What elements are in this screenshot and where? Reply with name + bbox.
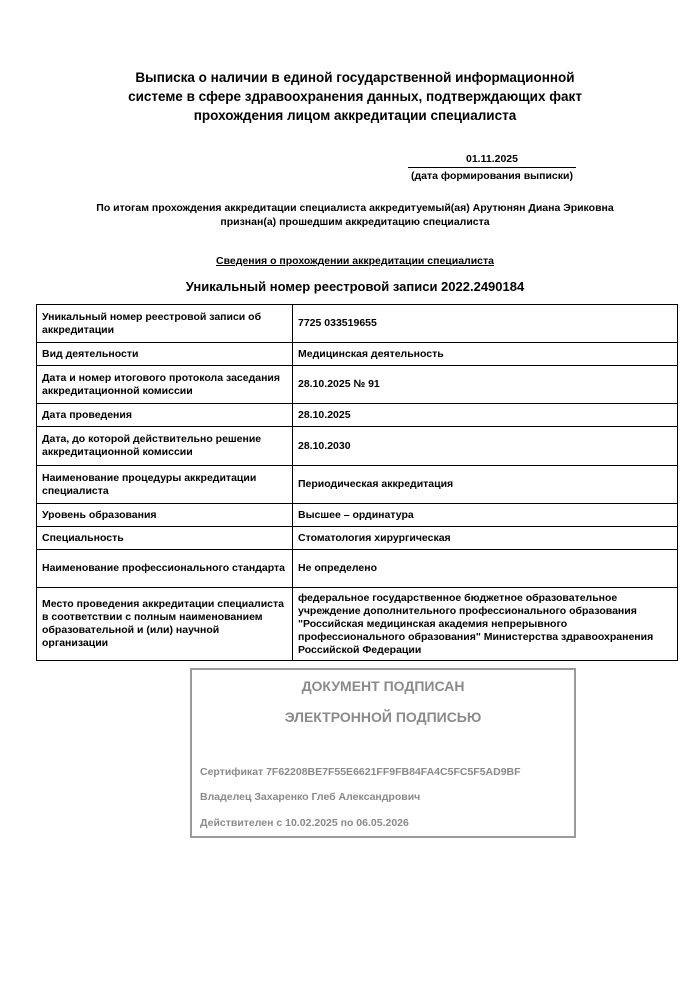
row-label: Дата, до которой действительно решение аккредитационной комиссии bbox=[37, 427, 293, 466]
title-line: системе в сфере здравоохранения данных, подтверждающих факт bbox=[128, 89, 582, 104]
row-value: 28.10.2030 bbox=[293, 427, 678, 466]
issue-date: 01.11.2025 bbox=[408, 153, 576, 168]
title-line: прохождения лицом аккредитации специалиста bbox=[193, 108, 517, 123]
table-row bbox=[37, 366, 678, 404]
row-value: 28.10.2025 № 91 bbox=[293, 366, 678, 404]
table-row bbox=[37, 404, 678, 427]
signature-heading: ЭЛЕКТРОННОЙ ПОДПИСЬЮ bbox=[284, 709, 482, 725]
row-label: Дата проведения bbox=[37, 404, 293, 427]
registry-number-heading: Уникальный номер реестровой записи 2022.2490184 bbox=[185, 279, 525, 294]
row-label: Наименование процедуры аккредитации специалиста bbox=[37, 466, 293, 504]
issue-date-caption: (дата формирования выписки) bbox=[411, 170, 573, 182]
row-value: Периодическая аккредитация bbox=[293, 466, 678, 504]
row-value: Стоматология хирургическая bbox=[293, 527, 678, 550]
table-row bbox=[37, 427, 678, 466]
row-label: Специальность bbox=[37, 527, 293, 550]
row-value: 7725 033519655 bbox=[293, 305, 678, 343]
row-value: Медицинская деятельность bbox=[293, 343, 678, 366]
signature-certificate: Сертификат 7F62208BE7F55E6621FF9FB84FA4C5FC5F5AD9BF bbox=[200, 766, 521, 778]
row-label: Наименование профессионального стандарта bbox=[37, 550, 293, 588]
accreditation-details-table bbox=[36, 304, 678, 661]
verdict-line: По итогам прохождения аккредитации специалиста аккредитуемый(ая) Арутюнян Диана Эриковна bbox=[96, 202, 614, 214]
table-row bbox=[37, 527, 678, 550]
signature-heading: ДОКУМЕНТ ПОДПИСАН bbox=[301, 678, 465, 694]
accreditation-verdict bbox=[20, 201, 690, 229]
row-label: Место проведения аккредитации специалиста в соответствии с полным наименованием образовательной и (или) научной организации bbox=[37, 588, 293, 661]
row-label: Уникальный номер реестровой записи об аккредитации bbox=[37, 305, 293, 343]
table-row bbox=[37, 588, 678, 661]
title-line: Выписка о наличии в единой государственной информационной bbox=[135, 70, 575, 85]
table-row bbox=[37, 305, 678, 343]
section-heading: Сведения о прохождении аккредитации специалиста bbox=[216, 255, 494, 267]
signature-validity: Действителен с 10.02.2025 по 06.05.2026 bbox=[200, 817, 409, 829]
verdict-line: признан(а) прошедшим аккредитацию специалиста bbox=[220, 216, 490, 228]
row-value: федеральное государственное бюджетное образовательное учреждение дополнительного профессионального образования "Российская медицинская академия непрерывного профессионального образования" Министерства здравоохранения Российской Федерации bbox=[293, 588, 678, 661]
issue-date-block bbox=[408, 153, 576, 183]
table-row bbox=[37, 550, 678, 588]
electronic-signature-stamp bbox=[190, 668, 576, 838]
row-value: Высшее – ординатура bbox=[293, 504, 678, 527]
row-label: Уровень образования bbox=[37, 504, 293, 527]
table-row bbox=[37, 343, 678, 366]
row-value: 28.10.2025 bbox=[293, 404, 678, 427]
row-label: Дата и номер итогового протокола заседания аккредитационной комиссии bbox=[37, 366, 293, 404]
table-row bbox=[37, 504, 678, 527]
signature-owner: Владелец Захаренко Глеб Александрович bbox=[200, 791, 421, 803]
table-row bbox=[37, 466, 678, 504]
document-title bbox=[100, 68, 610, 125]
row-value: Не определено bbox=[293, 550, 678, 588]
row-label: Вид деятельности bbox=[37, 343, 293, 366]
